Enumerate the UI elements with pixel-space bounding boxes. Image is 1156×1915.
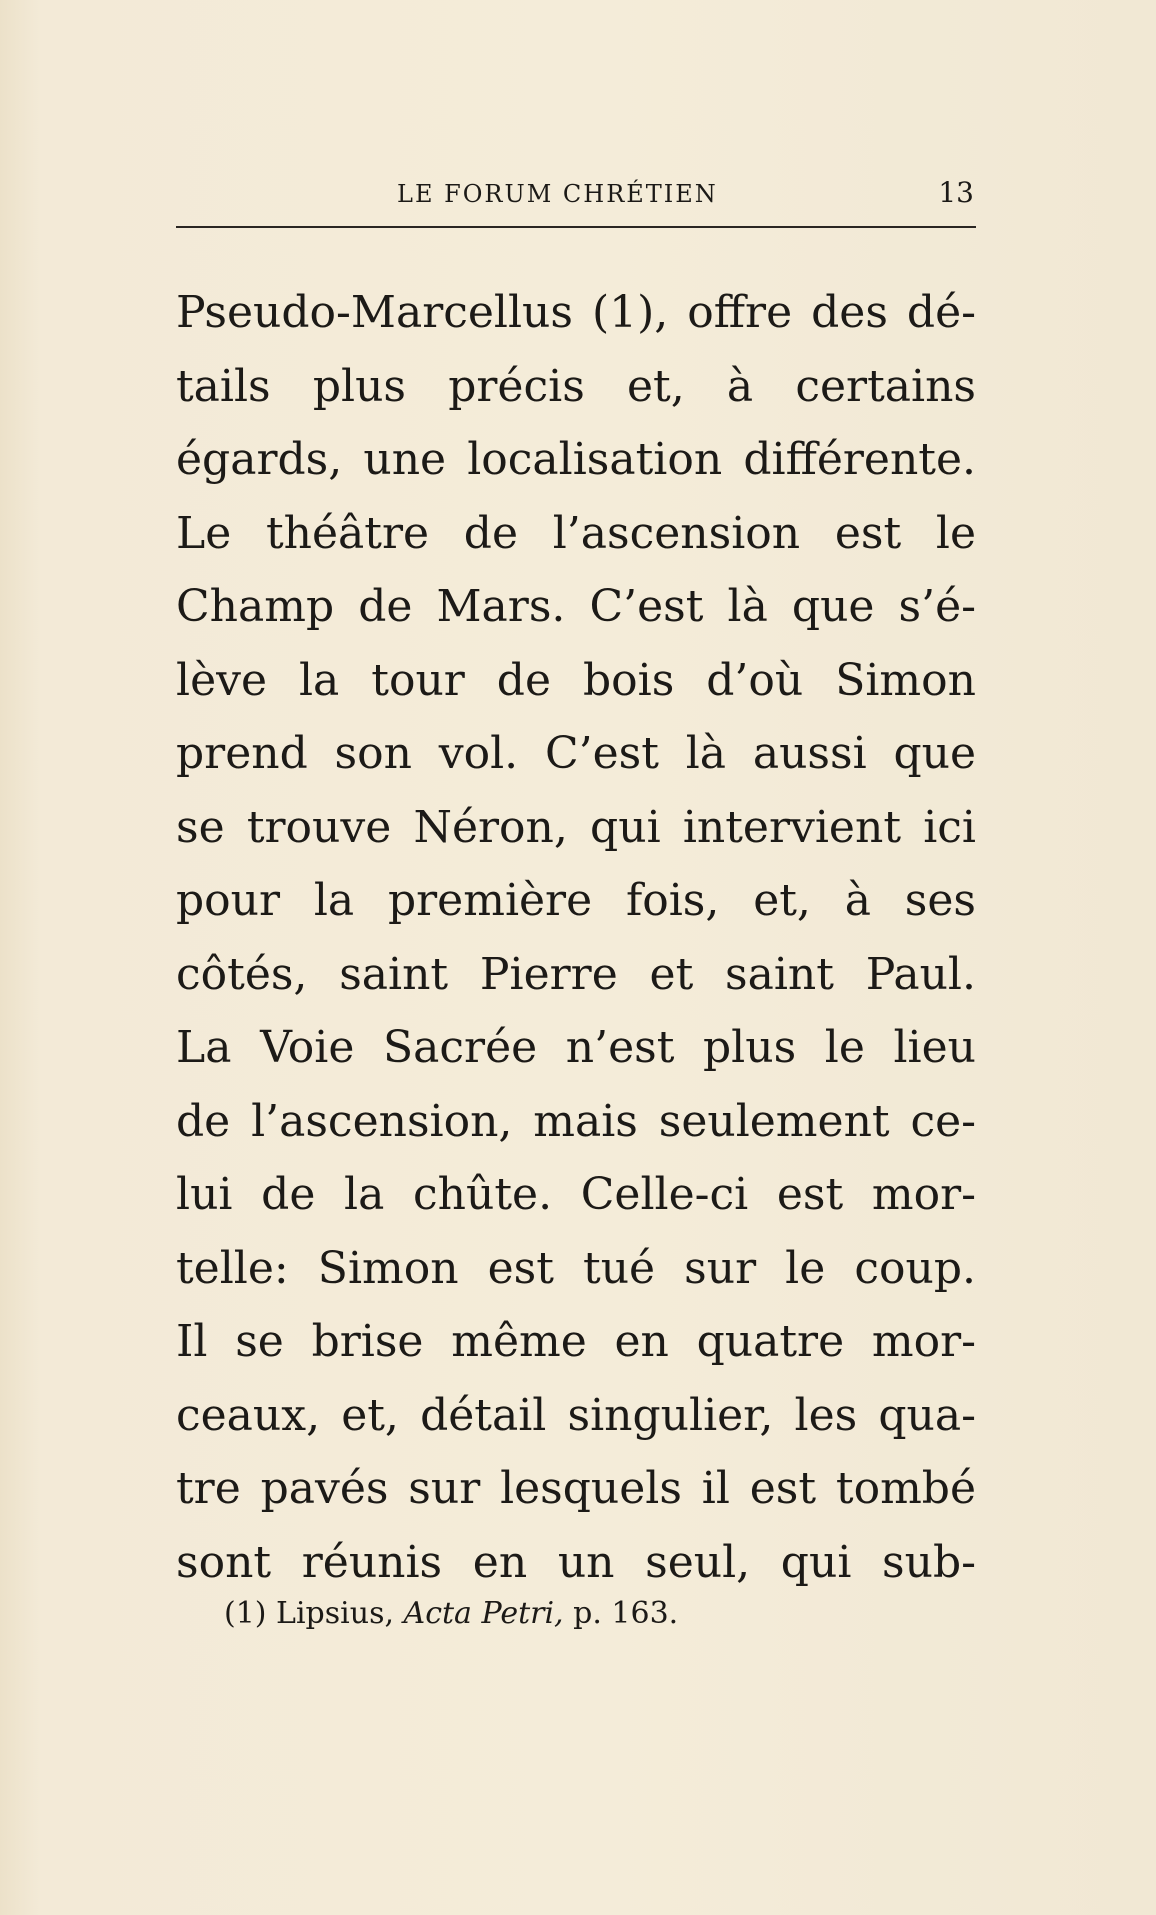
text-line: Pseudo-Marcellus (1), offre des dé-: [176, 287, 976, 338]
footnote-page: p. 163.: [563, 1596, 679, 1631]
footnote-title: Acta Petri,: [403, 1596, 564, 1631]
header-rule: [176, 226, 976, 228]
text-line: lève la tour de bois d’où Simon: [176, 654, 976, 706]
running-title: LE FORUM CHRÉTIEN: [397, 180, 718, 208]
text-line: Il se brise même en quatre mor-: [176, 1316, 976, 1367]
text-line: telle: Simon est tué sur le coup.: [176, 1242, 976, 1294]
text-line: de l’ascension, mais seulement ce-: [176, 1095, 976, 1147]
text-line: lui de la chûte. Celle-ci est mor-: [176, 1169, 976, 1220]
text-line: tails plus précis et, à certains: [176, 360, 976, 412]
text-line: côtés, saint Pierre et saint Paul.: [176, 948, 976, 1000]
body-text: [176, 276, 976, 1599]
footnote: [224, 1596, 678, 1631]
page-header: [176, 172, 976, 218]
text-line: se trouve Néron, qui intervient ici: [176, 801, 976, 853]
text-line: prend son vol. C’est là aussi que: [176, 728, 976, 779]
text-line: Le théâtre de l’ascension est le: [176, 507, 976, 559]
text-line: pour la première fois, et, à ses: [176, 875, 976, 926]
text-line: tre pavés sur lesquels il est tombé: [176, 1463, 976, 1514]
text-line: Champ de Mars. C’est là que s’é-: [176, 581, 976, 632]
page-number: 13: [938, 176, 974, 209]
text-line: ceaux, et, détail singulier, les qua-: [176, 1389, 976, 1441]
text-line: La Voie Sacrée n’est plus le lieu: [176, 1022, 976, 1073]
text-line: égards, une localisation différente.: [176, 434, 976, 485]
text-line: sont réunis en un seul, qui sub-: [176, 1536, 976, 1588]
footnote-marker: (1) Lipsius,: [224, 1596, 404, 1631]
